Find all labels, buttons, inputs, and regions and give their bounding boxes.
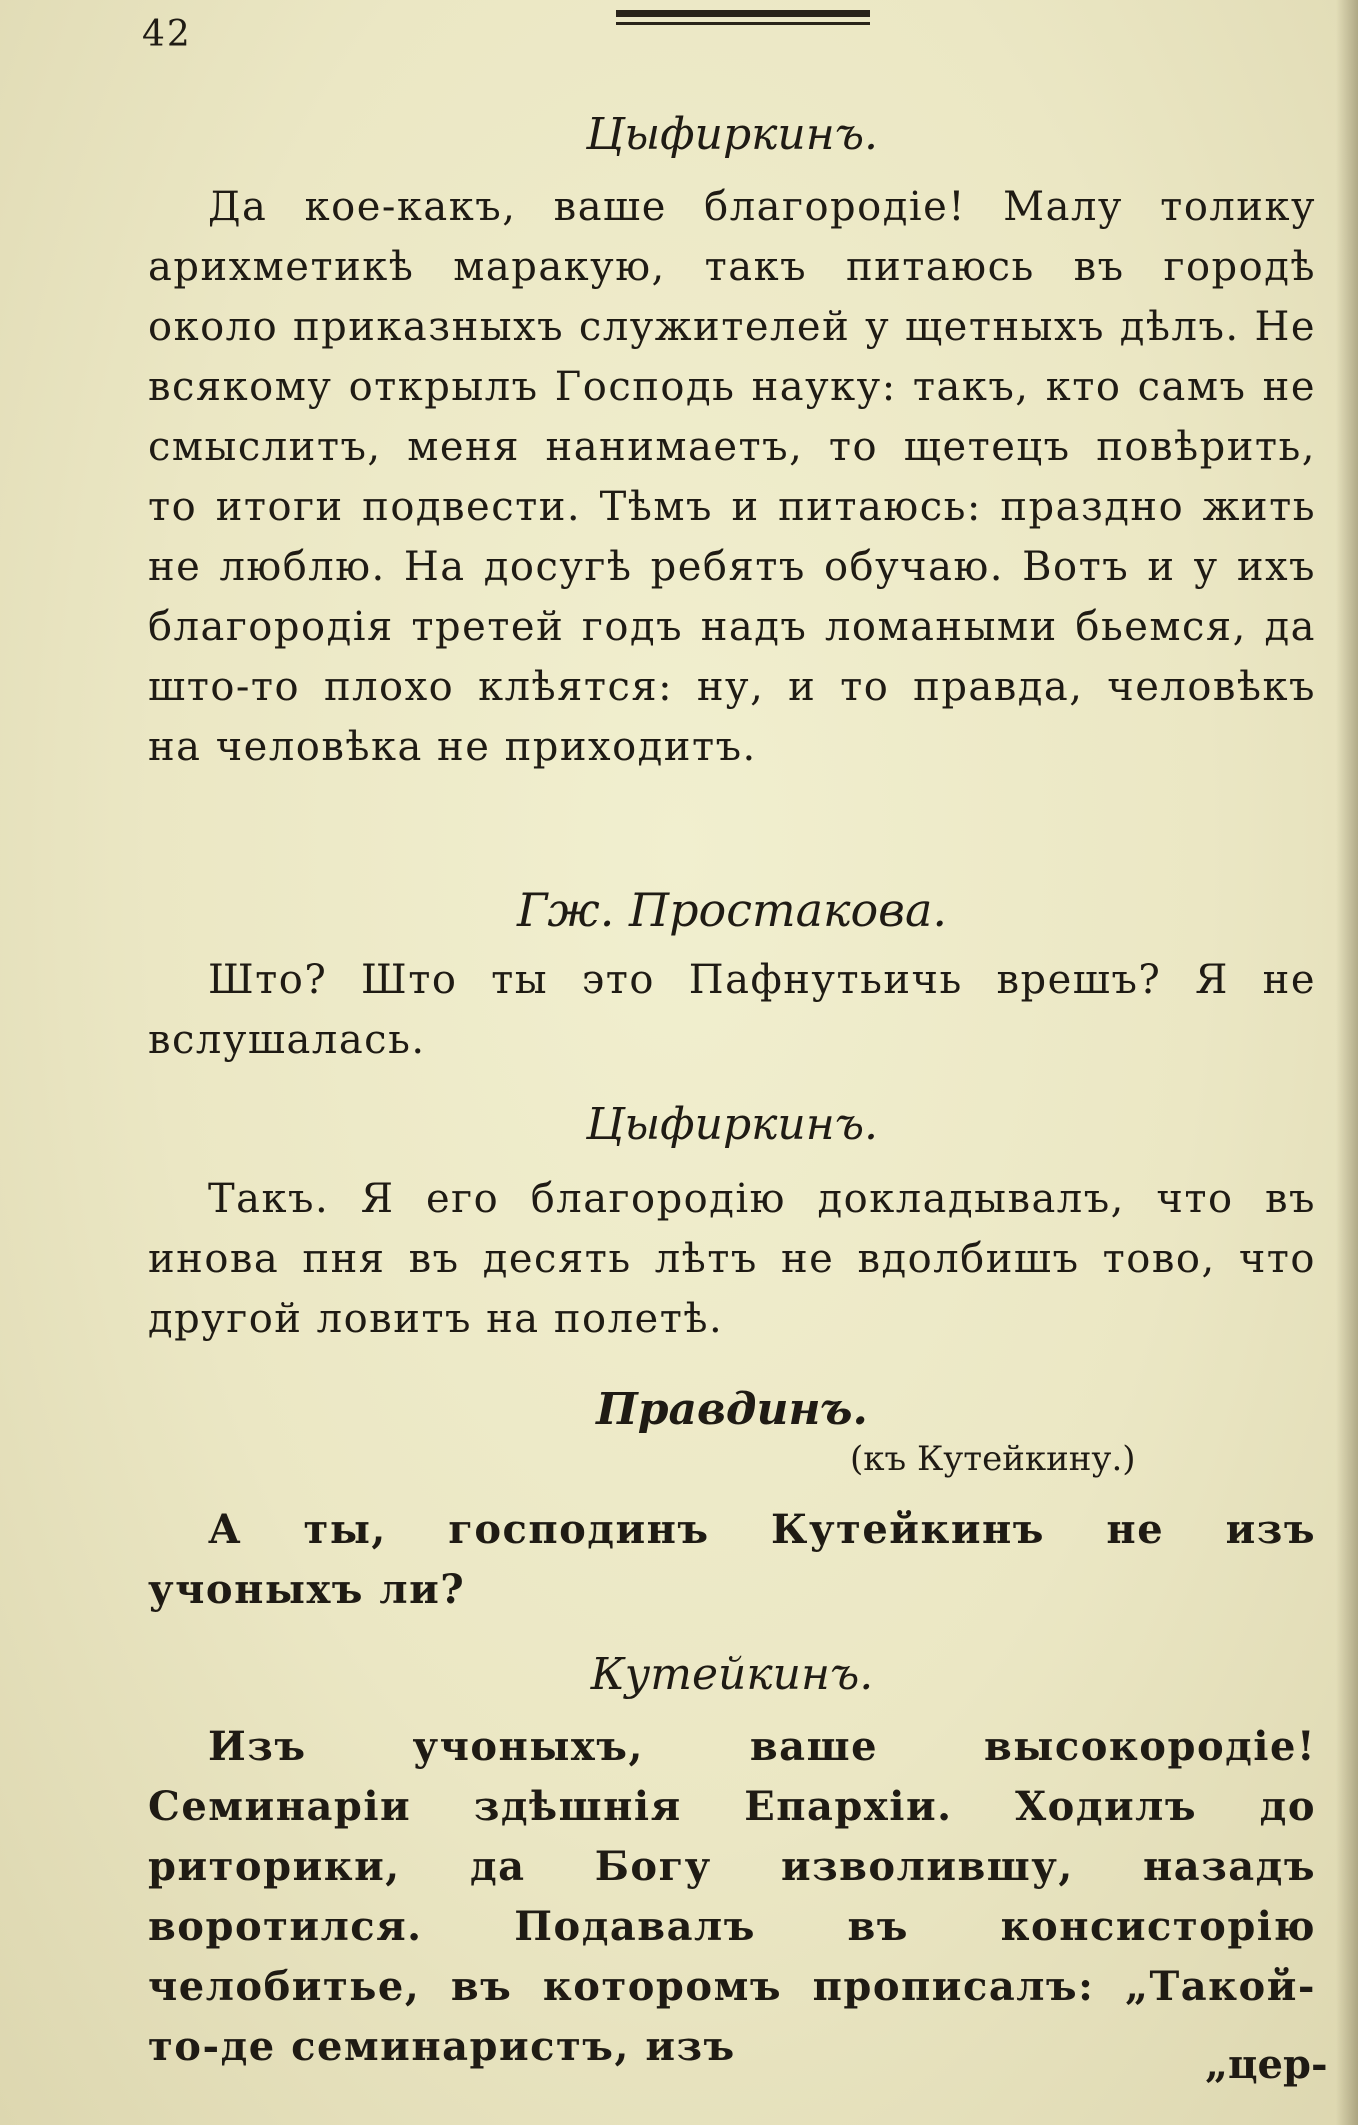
page-edge-shadow [1336,0,1358,2125]
speech-text: Такъ. Я его благородію докладывалъ, что въ инова пня въ десять лѣтъ не вдолбишъ тово, что другой ловитъ на полетѣ. [148,1176,1316,1342]
speaker-name: Цыфиркинъ. [585,1099,879,1150]
speaker-name: Гж. Простакова. [516,883,948,937]
dialogue-section-4-speech [148,1500,1316,1620]
speaker-name: Правдинъ. [596,1384,868,1435]
header-ornamental-rule [616,10,870,34]
stage-direction: (къ Кутейкину.) [850,1439,1136,1479]
rule-thin-line [616,22,870,25]
speaker-name: Кутейкинъ. [590,1649,874,1700]
dialogue-section-2 [148,880,1316,1070]
catchword: „цер- [1205,2041,1328,2088]
dialogue-section-3 [148,1095,1316,1349]
speaker-name: Цыфиркинъ. [585,109,879,160]
speech-text: Да кое-какъ, ваше благородіе! Малу толику арихметикѣ маракую, такъ питаюсь въ городѣ около приказныхъ служителей у щетныхъ дѣлъ. Не всякому открылъ Господь науку: такъ, кто самъ не смыслитъ, меня нанимаетъ, то щетецъ повѣрить, то итоги подвести. Тѣмъ и питаюсь: праздно жить не люблю. На досугѣ ребятъ обучаю. Вотъ и у ихъ благородія третей годъ надъ ломаными бьемся, да што-то плохо клѣятся: ну, и то правда, человѣкъ на человѣка не приходитъ. [148,184,1316,770]
page-number: 42 [142,14,192,55]
dialogue-section-5 [148,1645,1316,2077]
dialogue-section-1 [148,105,1316,777]
speech-text: Што? Што ты это Пафнутьичь врешъ? Я не вслушалась. [148,957,1316,1063]
speech-text: А ты, господинъ Кутейкинъ не изъ учоныхъ ли? [148,1506,1316,1613]
dialogue-section-4 [148,1380,1316,1440]
speech-text: Изъ учоныхъ, ваше высокородіе! Семинаріи здѣшнія Епархіи. Ходилъ до риторики, да Богу изволившу, назадъ воротился. Подавалъ въ консисторію челобитье, въ которомъ прописалъ: „Такой-то-де семинаристъ, изъ [148,1723,1316,2070]
rule-thick-line [616,10,870,17]
